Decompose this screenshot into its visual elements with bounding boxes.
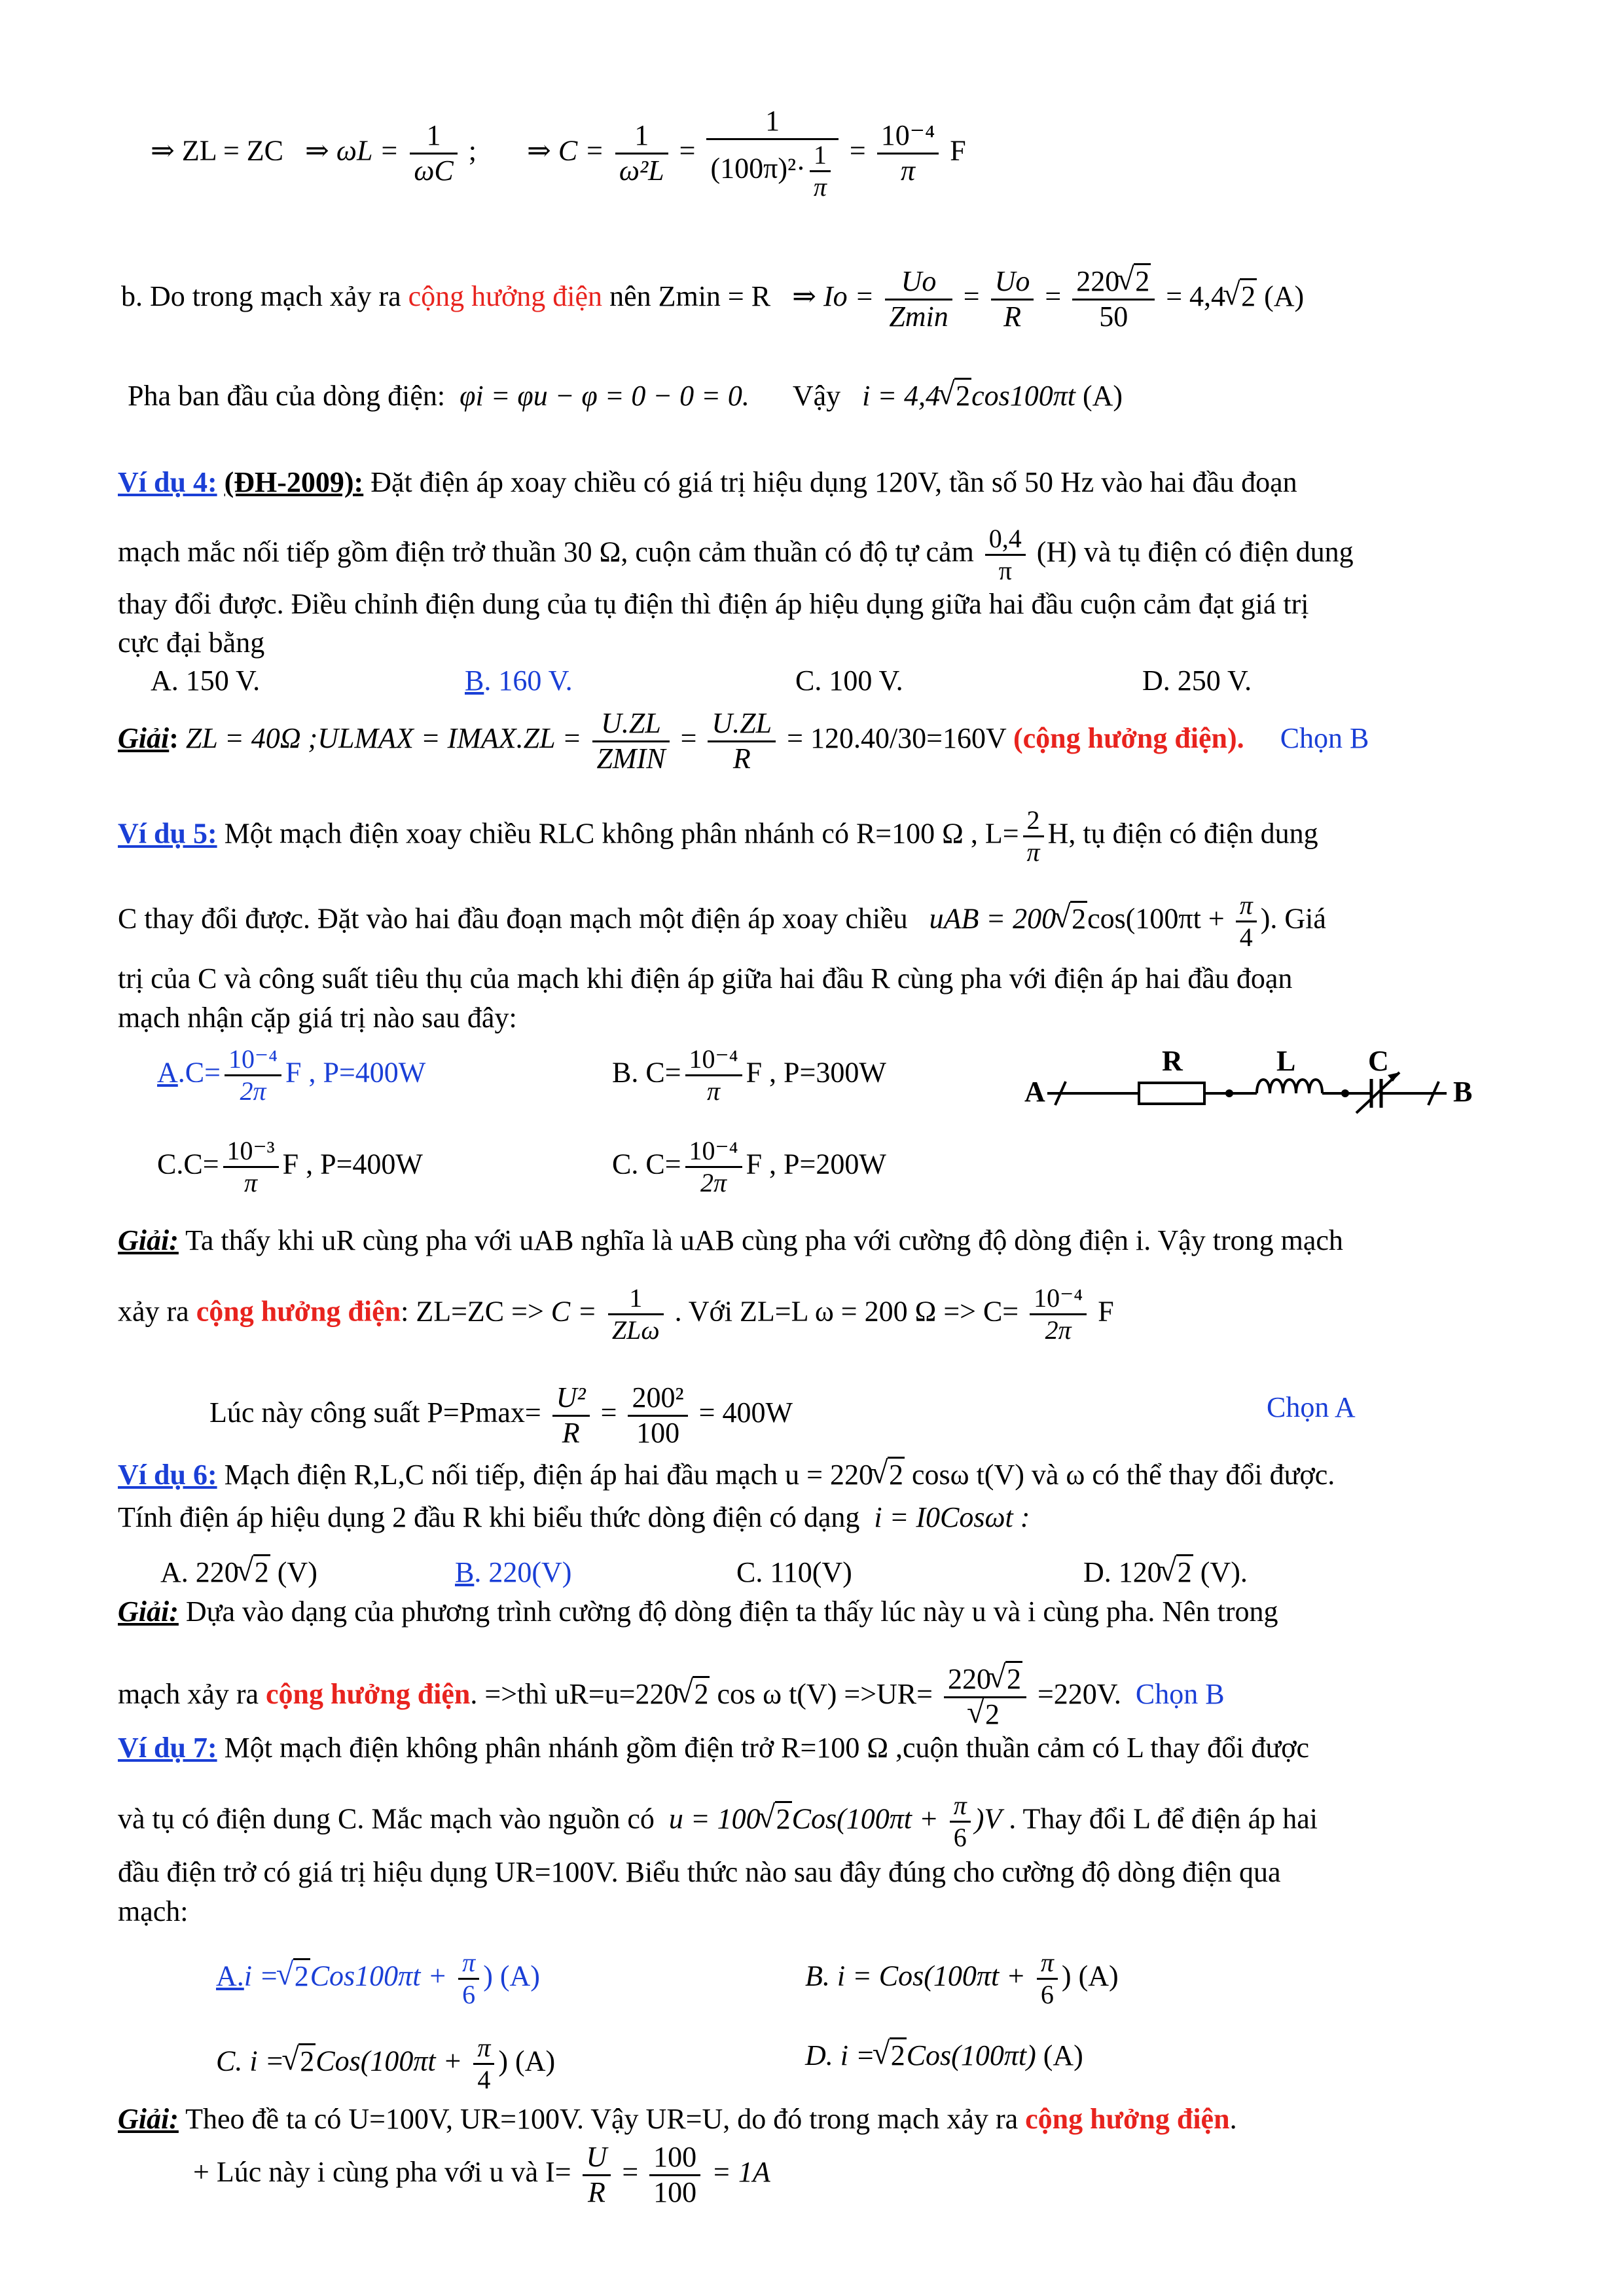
ex5-option-a: A.C= $\frac{\text{10⁻⁴}}{2\pi}$ F , P=400W bbox=[157, 1044, 426, 1106]
ex6-answer: Chọn B bbox=[1135, 1678, 1225, 1711]
ex7-option-d: D. i =√ 2Cos(100πt) (A) bbox=[805, 2039, 1083, 2073]
ex7-line1: Ví dụ 7: Một mạch điện không phân nhánh gồm điện trở R=100 Ω ,cuộn thuần cảm có L thay đổi được bbox=[118, 1732, 1309, 1764]
ex7-label: Ví dụ 7: bbox=[118, 1732, 217, 1764]
ex5-solution-label: Giải: bbox=[118, 1224, 179, 1256]
ex7-line4: mạch: bbox=[118, 1895, 189, 1927]
line-zl-zc: ⇒ ZL = ZC ⇒ ωL = $\frac{1}{\omega C}$ ; ⇒ C = $\frac{1}{\text{ω²L}}$ = 1 (100π)²· $\frac{1}{\pi}$ = $\frac{\text{10⁻⁴}}{\pi}$ F bbox=[151, 105, 966, 202]
l-fraction: $\frac{2}{\pi}$ bbox=[1023, 805, 1044, 867]
ex4-line1: Ví dụ 4: (ĐH-2009): Đặt điện áp xoay chiều có giá trị hiệu dụng 120V, tần số 50 Hz vào hai đầu đoạn bbox=[118, 466, 1297, 498]
fraction-1-over-omega2l: $\frac{1}{\text{ω²L}}$ bbox=[615, 119, 668, 187]
ex4-solution-label: Giải bbox=[118, 722, 170, 755]
inductance-fraction: $\frac{0,4}{\pi}$ bbox=[985, 524, 1026, 586]
pi-over-4: $\frac{\pi}{4}$ bbox=[1236, 890, 1257, 953]
ex5-label: Ví dụ 5: bbox=[118, 817, 217, 850]
ex6-solution-line2: mạch xảy ra cộng hưởng điện. =>thì uR=u=220√ 2 cos ω t(V) =>UR= 220√ 2 √ 2 =220V. Chọn B bbox=[118, 1663, 1225, 1731]
io-formula: ⇒ Io = bbox=[792, 280, 875, 313]
ex7-option-c: C. i =√ 2Cos(100πt + $\frac{\pi}{4}$ ) (A) bbox=[216, 2033, 555, 2095]
c-eq: ⇒ C = bbox=[527, 134, 604, 167]
ex6-solution-label: Giải: bbox=[118, 1595, 179, 1628]
line-phase: Pha ban đầu của dòng điện: φi = φu − φ = 0 − 0 = 0. Vậy i = 4,4√ 2cos100πt (A) bbox=[128, 380, 1123, 413]
ex4-answer: Chọn B bbox=[1280, 722, 1369, 755]
ex7-solution-line1: Giải: Theo đề ta có U=100V, UR=100V. Vậy UR=U, do đó trong mạch xảy ra cộng hưởng điện. bbox=[118, 2103, 1237, 2135]
circuit-label-l: L bbox=[1276, 1045, 1296, 1077]
ex7-solution-line2: + Lúc này i cùng pha với u và I= $\frac{U}{R}$ = $\frac{100}{100}$ = 1A bbox=[193, 2141, 770, 2208]
ex6-line1: Ví dụ 6: Mạch điện R,L,C nối tiếp, điện áp hai đầu mạch u = 220√ 2 cosω t(V) và ω có thể thay đổi được. bbox=[118, 1459, 1335, 1492]
ex5-solution-line3: Lúc này công suất P=Pmax= $\frac{\text{U²}}{R}$ = $\frac{\text{200²}}{100}$ = 400W bbox=[209, 1381, 793, 1449]
ex4-option-d: D. 250 V. bbox=[1142, 665, 1252, 697]
zl-eq-zc: ⇒ ZL = ZC bbox=[151, 134, 284, 167]
ex5-solution-line1: Giải: Ta thấy khi uR cùng pha với uAB nghĩa là uAB cùng pha với cường độ dòng điện i. Vậy trong mạch bbox=[118, 1224, 1343, 1256]
ex6-option-d: D. 120√ 2 (V). bbox=[1083, 1556, 1248, 1590]
line-b: b. Do trong mạch xảy ra cộng hưởng điện nên Zmin = R ⇒ Io = $\frac{Uo}{Zmin}$ = $\frac{Uo}{R}$ = $\frac{220√ 2}{50}$ = 4,4√ 2 (A) bbox=[121, 265, 1304, 333]
fraction-uo-zmin: $\frac{Uo}{Zmin}$ bbox=[885, 265, 952, 333]
circuit-label-r: R bbox=[1162, 1045, 1183, 1077]
ex5-line1: Ví dụ 5: Một mạch điện xoay chiều RLC không phân nhánh có R=100 Ω , L= $\frac{2}{\pi}$ H, tụ điện có điện dung bbox=[118, 805, 1318, 867]
ex7-option-a: A.i =√ 2Cos100πt + $\frac{\pi}{6}$ ) (A) bbox=[216, 1948, 540, 2010]
ex4-line3: thay đổi được. Điều chỉnh điện dung của tụ điện thì điện áp hiệu dụng giữa hai đầu cuộn cảm đạt giá trị bbox=[118, 588, 1309, 620]
semicolon: ; bbox=[468, 134, 477, 167]
fraction-numeric: 1 (100π)²· $\frac{1}{\pi}$ bbox=[706, 105, 838, 202]
ex7-option-b: B. i = Cos(100πt + $\frac{\pi}{6}$ ) (A) bbox=[805, 1948, 1119, 2009]
ex7-line3: đầu điện trở có giá trị hiệu dụng UR=100V. Biểu thức nào sau đây đúng cho cường độ dòng điện qua bbox=[118, 1856, 1281, 1888]
ex6-option-b: B. 220(V) bbox=[455, 1556, 572, 1588]
node-2 bbox=[1341, 1089, 1349, 1097]
phase-formula: φi = φu − φ = 0 − 0 = 0. bbox=[460, 380, 749, 412]
ex6-line2: Tính điện áp hiệu dụng 2 đầu R khi biểu thức dòng điện có dạng i = I0Cosωt : bbox=[118, 1501, 1030, 1533]
ex4-label: Ví dụ 4: bbox=[118, 466, 217, 498]
ex4-solution: Giải: ZL = 40Ω ;ULMAX = IMAX.ZL = $\frac{U.ZL}{\text{ZMIN}}$ = $\frac{U.ZL}{R}$ = 120.40/30=160V (cộng hưởng điện). Chọn B bbox=[118, 707, 1369, 774]
fraction-1-over-omega-c: $\frac{1}{\omega C}$ bbox=[410, 119, 457, 187]
ex6-option-a: A. 220√ 2 (V) bbox=[160, 1556, 317, 1590]
ex5-line4: mạch nhận cặp giá trị nào sau đây: bbox=[118, 1002, 517, 1034]
circuit-label-a: A bbox=[1024, 1076, 1045, 1108]
resistor bbox=[1139, 1083, 1204, 1104]
ex4-line4: cực đại bằng bbox=[118, 627, 265, 659]
ex5-answer: Chọn A bbox=[1267, 1391, 1356, 1423]
farad-unit: F bbox=[950, 134, 966, 167]
ex5-line2: C thay đổi được. Đặt vào hai đầu đoạn mạch một điện áp xoay chiều uAB = 200√ 2cos(100πt + $\frac{\pi}{4}$ ). Giá bbox=[118, 890, 1326, 953]
ex4-option-a: A. 150 V. bbox=[151, 665, 261, 697]
ex4-line2: mạch mắc nối tiếp gồm điện trở thuần 30 Ω, cuộn cảm thuần có độ tự cảm $\frac{0,4}{\pi}$ (H) và tụ điện có điện dung bbox=[118, 524, 1354, 585]
fraction-uzl-zmin: $\frac{U.ZL}{\text{ZMIN}}$ bbox=[592, 707, 669, 775]
resonance-highlight: cộng hưởng điện bbox=[408, 280, 603, 313]
ex5-solution-line2: xảy ra cộng hưởng điện: ZL=ZC => C = $\frac{1}{\text{ZLω}}$ . Với ZL=L ω = 200 Ω => C= $\frac{\text{10⁻⁴}}{2\pi}$ F bbox=[118, 1283, 1114, 1345]
ex4-option-b: B. 160 V. bbox=[465, 665, 573, 697]
current-expression: i = 4,4 bbox=[862, 380, 941, 412]
inductor-coil bbox=[1257, 1080, 1322, 1093]
ex5-line3: trị của C và công suất tiêu thụ của mạch khi điện áp giữa hai đầu R cùng pha với điện áp hai đầu đoạn bbox=[118, 962, 1293, 994]
ex7-line2: và tụ có điện dung C. Mắc mạch vào nguồn có u = 100√ 2Cos(100πt + $\frac{\pi}{6}$ )V . Thay đổi L để điện áp hai bbox=[118, 1791, 1318, 1853]
circuit-label-c: C bbox=[1368, 1045, 1389, 1077]
node-1 bbox=[1225, 1089, 1233, 1097]
fraction-uo-r: $\frac{Uo}{R}$ bbox=[991, 265, 1034, 333]
ex6-solution-line1: Giải: Dựa vào dạng của phương trình cường độ dòng điện ta thấy lúc này u và i cùng pha. Nên trong bbox=[118, 1595, 1278, 1628]
ex4-source: (ĐH-2009): bbox=[224, 466, 364, 498]
ex7-solution-label: Giải: bbox=[118, 2103, 179, 2135]
ex6-label: Ví dụ 6: bbox=[118, 1459, 217, 1491]
omega-l: ⇒ ωL = bbox=[305, 134, 399, 167]
ex5-option-c: C.C= $\frac{\text{10⁻³}}{\pi}$ F , P=400W bbox=[157, 1136, 423, 1197]
fraction-result: $\frac{\text{10⁻⁴}}{\pi}$ bbox=[877, 119, 939, 187]
fraction-220-50: $\frac{220√ 2}{50}$ bbox=[1072, 265, 1155, 333]
circuit-label-b: B bbox=[1453, 1076, 1473, 1108]
rlc-circuit-diagram bbox=[1021, 1041, 1479, 1126]
ex5-option-b: B. C= $\frac{\text{10⁻⁴}}{\pi}$ F , P=300W bbox=[612, 1044, 886, 1106]
ex4-option-c: C. 100 V. bbox=[795, 665, 903, 697]
ex5-option-d: C. C= $\frac{\text{10⁻⁴}}{2\pi}$ F , P=200W bbox=[612, 1136, 886, 1197]
ex6-option-c: C. 110(V) bbox=[736, 1556, 852, 1588]
fraction-uzl-r: $\frac{U.ZL}{R}$ bbox=[708, 707, 776, 775]
